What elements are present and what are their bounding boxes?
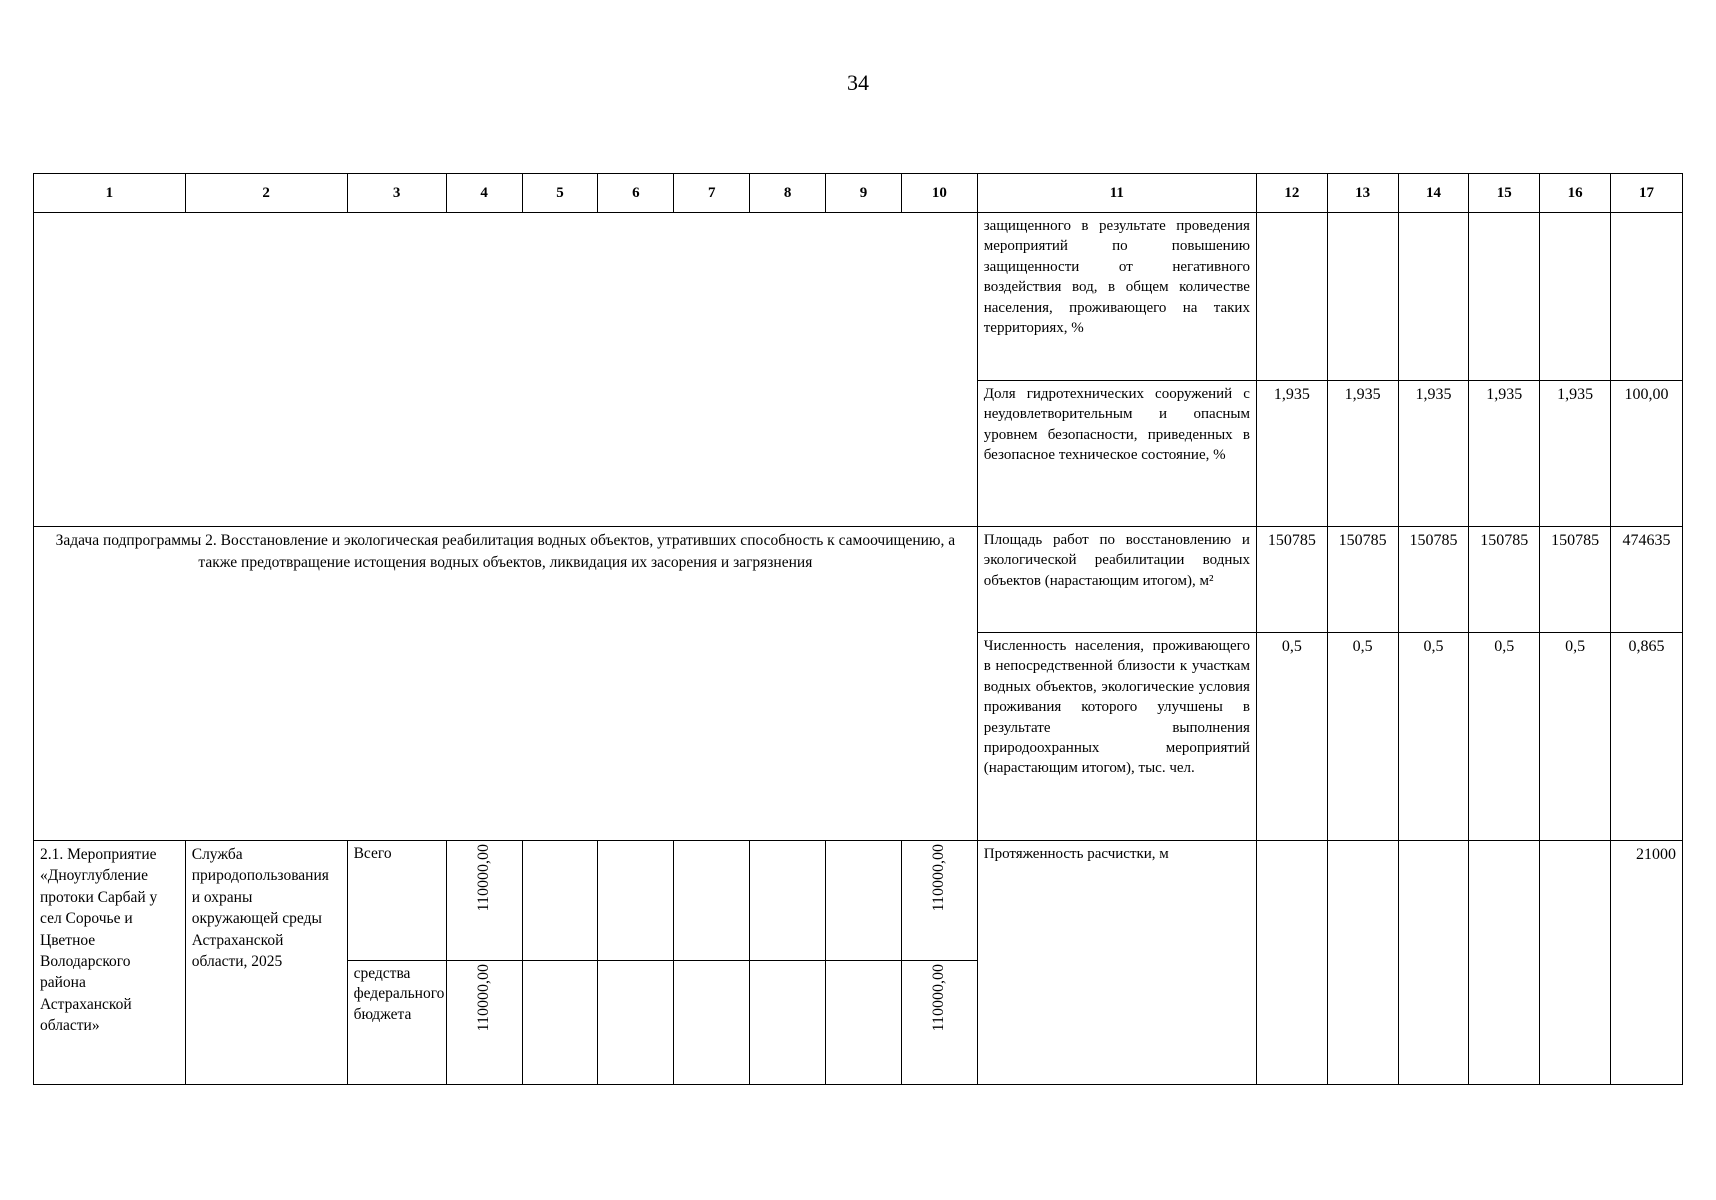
value-cell: 1,935 bbox=[1398, 381, 1469, 527]
table-row bbox=[34, 841, 1683, 961]
col-header-2: 2 bbox=[185, 174, 347, 213]
amount-cell bbox=[522, 841, 598, 961]
amount-cell bbox=[901, 961, 977, 1085]
amount-cell bbox=[598, 841, 674, 961]
value-cell bbox=[1469, 841, 1540, 1085]
amount-cell bbox=[901, 841, 977, 961]
empty-merged-cell bbox=[34, 213, 978, 527]
amount-cell bbox=[750, 961, 826, 1085]
col-header-6: 6 bbox=[598, 174, 674, 213]
value-cell bbox=[1469, 213, 1540, 381]
col-header-12: 12 bbox=[1256, 174, 1327, 213]
col-header-14: 14 bbox=[1398, 174, 1469, 213]
page-number: 34 bbox=[847, 70, 869, 95]
col-header-15: 15 bbox=[1469, 174, 1540, 213]
value-cell: 474635 bbox=[1611, 527, 1683, 633]
funding-source: Всего bbox=[347, 841, 446, 961]
col-header-11: 11 bbox=[977, 174, 1256, 213]
indicator-length: Протяженность расчистки, м bbox=[977, 841, 1256, 1085]
amount-cell bbox=[826, 961, 902, 1085]
header-row bbox=[34, 174, 1683, 213]
amount-cell bbox=[446, 961, 522, 1085]
col-header-17: 17 bbox=[1611, 174, 1683, 213]
value-cell bbox=[1398, 213, 1469, 381]
value-cell bbox=[1256, 213, 1327, 381]
value-cell: 21000 bbox=[1611, 841, 1683, 1085]
value-cell bbox=[1540, 841, 1611, 1085]
funding-source: средства федерального бюджета bbox=[347, 961, 446, 1085]
col-header-1: 1 bbox=[34, 174, 186, 213]
col-header-9: 9 bbox=[826, 174, 902, 213]
amount-cell bbox=[750, 841, 826, 961]
value-cell: 0,5 bbox=[1398, 633, 1469, 841]
indicator-area: Площадь работ по восстановлению и экологической реабилитации водных объектов (нарастающим итогом), м² bbox=[977, 527, 1256, 633]
value-cell: 150785 bbox=[1327, 527, 1398, 633]
amount-cell bbox=[446, 841, 522, 961]
value-cell bbox=[1540, 213, 1611, 381]
value-cell: 0,5 bbox=[1540, 633, 1611, 841]
amount-cell bbox=[598, 961, 674, 1085]
value-cell: 0,5 bbox=[1327, 633, 1398, 841]
col-header-16: 16 bbox=[1540, 174, 1611, 213]
value-cell: 1,935 bbox=[1256, 381, 1327, 527]
indicators-table bbox=[33, 173, 1683, 1085]
col-header-5: 5 bbox=[522, 174, 598, 213]
col-header-10: 10 bbox=[901, 174, 977, 213]
amount-col4: 110000,00 bbox=[475, 844, 493, 912]
value-cell bbox=[1398, 841, 1469, 1085]
col-header-7: 7 bbox=[674, 174, 750, 213]
indicator-protected-share: защищенного в результате проведения мероприятий по повышению защищенности от негативного воздействия вод, в общем количестве населения, проживающего на таких территориях, % bbox=[977, 213, 1256, 381]
value-cell: 0,865 bbox=[1611, 633, 1683, 841]
amount-cell bbox=[674, 961, 750, 1085]
amount-col4: 110000,00 bbox=[475, 964, 493, 1032]
indicator-population: Численность населения, проживающего в непосредственной близости к участкам водных объектов, экологические условия проживания которого улучшены в результате выполнения природоохранных мероприятий (нарастающим итогом), тыс. чел. bbox=[977, 633, 1256, 841]
amount-col10: 110000,00 bbox=[930, 844, 948, 912]
value-cell: 150785 bbox=[1540, 527, 1611, 633]
event-name: 2.1. Мероприятие «Дноуглубление протоки Сарбай у сел Сорочье и Цветное Володарского района Астраханской области» bbox=[34, 841, 186, 1085]
amount-col10: 110000,00 bbox=[930, 964, 948, 1032]
value-cell: 0,5 bbox=[1256, 633, 1327, 841]
col-header-3: 3 bbox=[347, 174, 446, 213]
value-cell bbox=[1327, 213, 1398, 381]
value-cell: 150785 bbox=[1469, 527, 1540, 633]
value-cell: 150785 bbox=[1256, 527, 1327, 633]
value-cell bbox=[1327, 841, 1398, 1085]
table-row bbox=[34, 527, 1683, 633]
value-cell: 0,5 bbox=[1469, 633, 1540, 841]
table-row bbox=[34, 213, 1683, 381]
subprogram-task: Задача подпрограммы 2. Восстановление и экологическая реабилитация водных объектов, утративших способность к самоочищению, а также предотвращение истощения водных объектов, ликвидация их засорения и загрязнения bbox=[34, 527, 978, 841]
amount-cell bbox=[826, 841, 902, 961]
col-header-8: 8 bbox=[750, 174, 826, 213]
col-header-4: 4 bbox=[446, 174, 522, 213]
amount-cell bbox=[674, 841, 750, 961]
amount-cell bbox=[522, 961, 598, 1085]
value-cell: 1,935 bbox=[1540, 381, 1611, 527]
event-executor: Служба природопользования и охраны окружающей среды Астраханской области, 2025 bbox=[185, 841, 347, 1085]
value-cell: 100,00 bbox=[1611, 381, 1683, 527]
value-cell: 1,935 bbox=[1469, 381, 1540, 527]
value-cell: 150785 bbox=[1398, 527, 1469, 633]
value-cell: 1,935 bbox=[1327, 381, 1398, 527]
value-cell bbox=[1611, 213, 1683, 381]
indicator-hydro-share: Доля гидротехнических сооружений с неудовлетворительным и опасным уровнем безопасности, приведенных в безопасное техническое состояние, % bbox=[977, 381, 1256, 527]
col-header-13: 13 bbox=[1327, 174, 1398, 213]
value-cell bbox=[1256, 841, 1327, 1085]
